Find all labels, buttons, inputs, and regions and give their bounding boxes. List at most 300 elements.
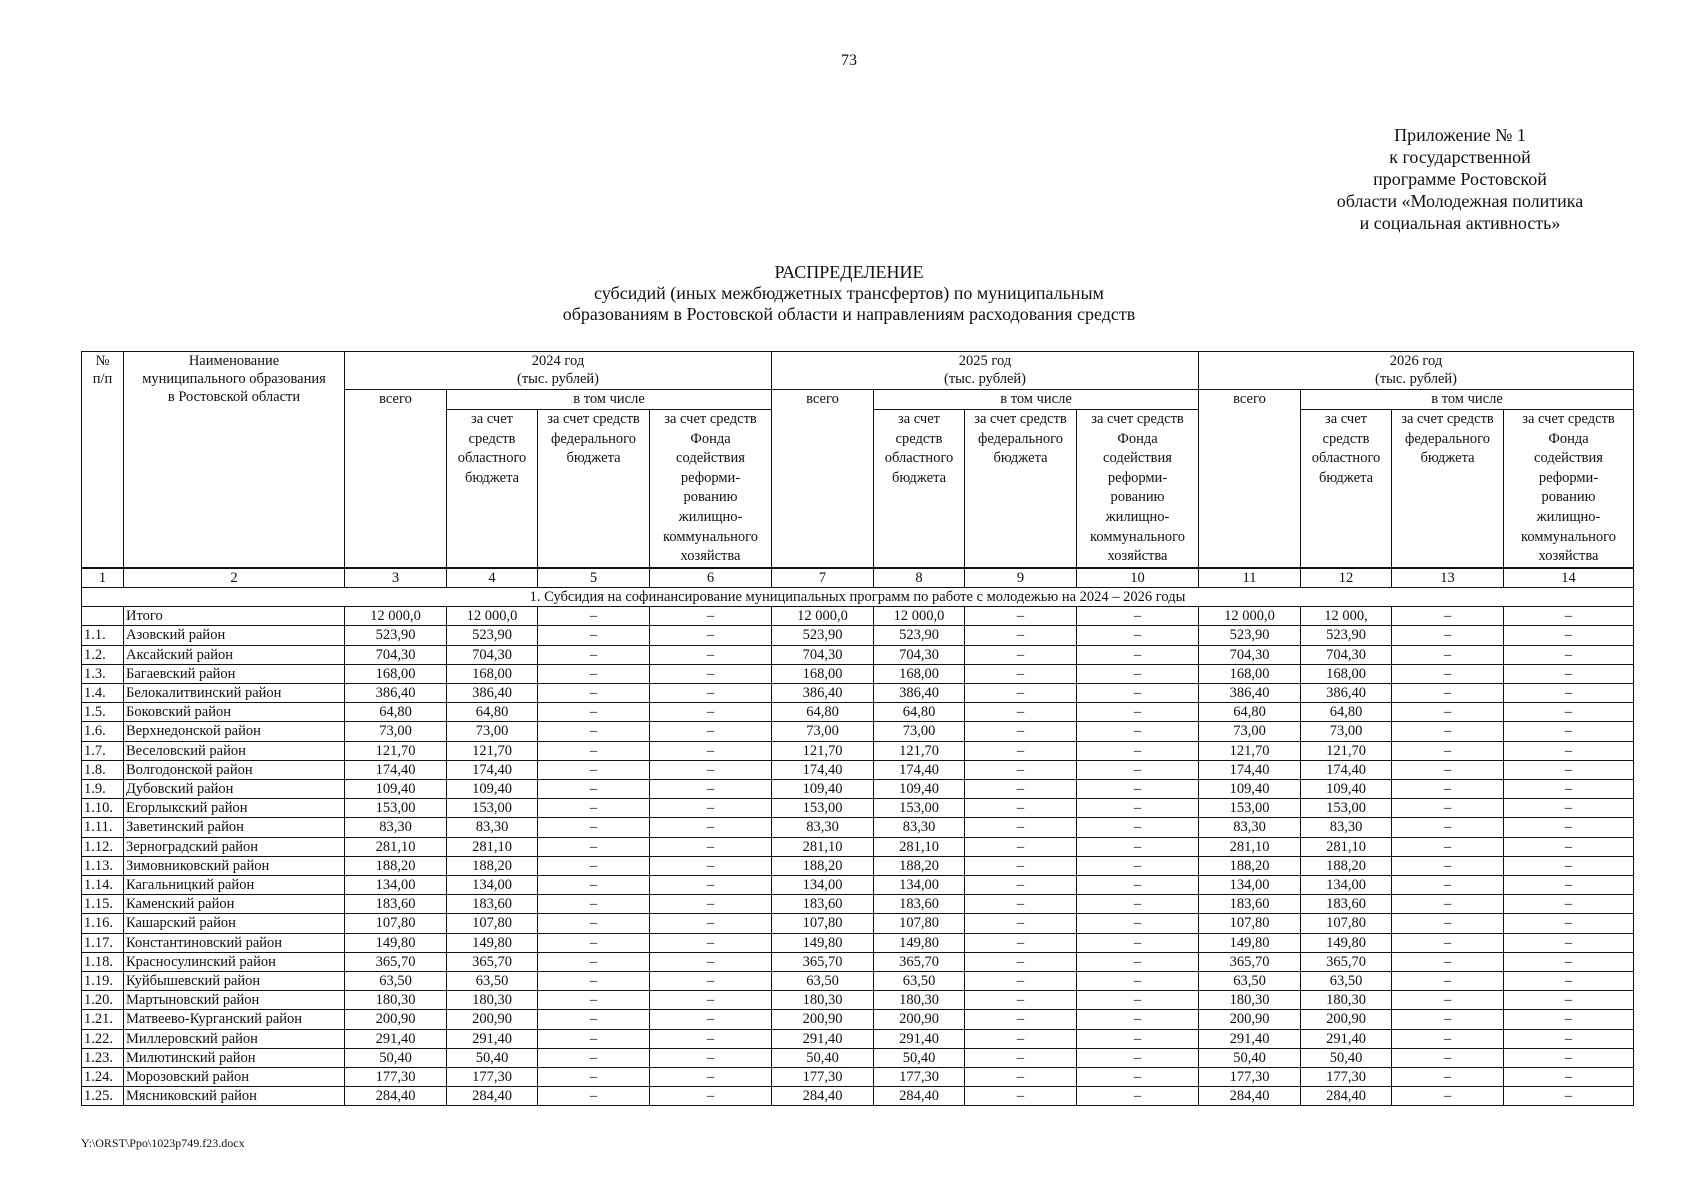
regional-2024: 64,80 — [447, 703, 538, 722]
fund-2025: – — [1077, 1087, 1199, 1106]
federal-2026: – — [1392, 741, 1504, 760]
municipality-name: Багаевский район — [124, 664, 345, 683]
federal-2026: – — [1392, 1068, 1504, 1087]
federal-2026: – — [1392, 1029, 1504, 1048]
fund-2024: – — [650, 760, 772, 779]
column-number: 13 — [1392, 568, 1504, 588]
fund-2026: – — [1504, 626, 1634, 645]
document-title — [0, 262, 1698, 325]
regional-2024: 183,60 — [447, 895, 538, 914]
regional-2024: 281,10 — [447, 837, 538, 856]
federal-2025: – — [965, 1068, 1077, 1087]
appendix-line: области «Молодежная политика — [1336, 191, 1584, 211]
table-row — [82, 856, 1634, 875]
total-row-label: Итого — [124, 607, 345, 626]
row-number: 1.17. — [82, 933, 124, 952]
table-row — [82, 1010, 1634, 1029]
regional-2026: 134,00 — [1301, 876, 1392, 895]
table-row — [82, 703, 1634, 722]
federal-2026: – — [1392, 683, 1504, 702]
fund-2024: – — [650, 626, 772, 645]
total-2026: 704,30 — [1199, 645, 1301, 664]
total-2026: 149,80 — [1199, 933, 1301, 952]
regional-2024: 50,40 — [447, 1048, 538, 1067]
fund-2024: – — [650, 952, 772, 971]
total-2024: 153,00 — [345, 799, 447, 818]
municipality-name: Милютинский район — [124, 1048, 345, 1067]
fund-2025: – — [1077, 837, 1199, 856]
row-number: 1.16. — [82, 914, 124, 933]
fund-2025: – — [1077, 895, 1199, 914]
total-2024: 281,10 — [345, 837, 447, 856]
table-row — [82, 683, 1634, 702]
regional-2026: 73,00 — [1301, 722, 1392, 741]
section-title: 1. Субсидия на софинансирование муниципальных программ по работе с молодежью на 2024 – 2026 годы — [82, 587, 1634, 606]
column-number: 10 — [1077, 568, 1199, 588]
total-2024: 63,50 — [345, 972, 447, 991]
total-2026: 523,90 — [1199, 626, 1301, 645]
fund-2026: – — [1504, 760, 1634, 779]
header-federal-budget: за счет средств федерального бюджета — [965, 410, 1077, 568]
total-2025: 109,40 — [772, 779, 874, 798]
total-cell: – — [1392, 607, 1504, 626]
header-including: в том числе — [874, 390, 1199, 410]
federal-2024: – — [538, 741, 650, 760]
total-2025: 64,80 — [772, 703, 874, 722]
fund-2025: – — [1077, 914, 1199, 933]
total-2025: 180,30 — [772, 991, 874, 1010]
row-number: 1.22. — [82, 1029, 124, 1048]
total-2025: 183,60 — [772, 895, 874, 914]
row-number: 1.1. — [82, 626, 124, 645]
row-number: 1.14. — [82, 876, 124, 895]
fund-2025: – — [1077, 683, 1199, 702]
total-2024: 180,30 — [345, 991, 447, 1010]
fund-2025: – — [1077, 760, 1199, 779]
total-2026: 73,00 — [1199, 722, 1301, 741]
regional-2026: 107,80 — [1301, 914, 1392, 933]
appendix-line: Приложение № 1 — [1394, 125, 1526, 145]
table-row — [82, 645, 1634, 664]
fund-2025: – — [1077, 626, 1199, 645]
table-row — [82, 895, 1634, 914]
fund-2025: – — [1077, 779, 1199, 798]
regional-2026: 177,30 — [1301, 1068, 1392, 1087]
column-number: 4 — [447, 568, 538, 588]
fund-2026: – — [1504, 952, 1634, 971]
regional-2025: 183,60 — [874, 895, 965, 914]
municipality-name: Мартыновский район — [124, 991, 345, 1010]
total-2024: 107,80 — [345, 914, 447, 933]
fund-2024: – — [650, 876, 772, 895]
regional-2026: 63,50 — [1301, 972, 1392, 991]
header-year-2025: 2025 год (тыс. рублей) — [772, 352, 1199, 390]
regional-2026: 64,80 — [1301, 703, 1392, 722]
title-line: субсидий (иных межбюджетных трансфертов) по муниципальным — [594, 283, 1104, 303]
regional-2025: 365,70 — [874, 952, 965, 971]
federal-2025: – — [965, 760, 1077, 779]
regional-2026: 523,90 — [1301, 626, 1392, 645]
municipality-name: Дубовский район — [124, 779, 345, 798]
row-number: 1.15. — [82, 895, 124, 914]
regional-2025: 174,40 — [874, 760, 965, 779]
fund-2026: – — [1504, 991, 1634, 1010]
regional-2026: 386,40 — [1301, 683, 1392, 702]
column-number: 12 — [1301, 568, 1392, 588]
total-2024: 174,40 — [345, 760, 447, 779]
regional-2025: 107,80 — [874, 914, 965, 933]
federal-2024: – — [538, 1087, 650, 1106]
regional-2024: 365,70 — [447, 952, 538, 971]
federal-2024: – — [538, 991, 650, 1010]
row-number: 1.11. — [82, 818, 124, 837]
federal-2024: – — [538, 876, 650, 895]
regional-2025: 180,30 — [874, 991, 965, 1010]
federal-2024: – — [538, 972, 650, 991]
total-2026: 180,30 — [1199, 991, 1301, 1010]
regional-2025: 50,40 — [874, 1048, 965, 1067]
fund-2025: – — [1077, 1068, 1199, 1087]
header-total: всего — [772, 390, 874, 568]
total-row-number — [82, 607, 124, 626]
row-number: 1.9. — [82, 779, 124, 798]
municipality-name: Аксайский район — [124, 645, 345, 664]
column-number: 3 — [345, 568, 447, 588]
total-2025: 63,50 — [772, 972, 874, 991]
regional-2024: 168,00 — [447, 664, 538, 683]
regional-2026: 83,30 — [1301, 818, 1392, 837]
regional-2026: 281,10 — [1301, 837, 1392, 856]
row-number: 1.20. — [82, 991, 124, 1010]
total-2024: 291,40 — [345, 1029, 447, 1048]
municipality-name: Веселовский район — [124, 741, 345, 760]
table-row — [82, 914, 1634, 933]
regional-2025: 284,40 — [874, 1087, 965, 1106]
header-municipality: Наименование муниципального образования в Ростовской области — [124, 352, 345, 568]
row-number: 1.10. — [82, 799, 124, 818]
federal-2026: – — [1392, 1048, 1504, 1067]
fund-2025: – — [1077, 799, 1199, 818]
fund-2024: – — [650, 1010, 772, 1029]
federal-2025: – — [965, 703, 1077, 722]
federal-2024: – — [538, 760, 650, 779]
federal-2026: – — [1392, 779, 1504, 798]
fund-2025: – — [1077, 933, 1199, 952]
total-2025: 284,40 — [772, 1087, 874, 1106]
federal-2026: – — [1392, 933, 1504, 952]
row-number: 1.4. — [82, 683, 124, 702]
municipality-name: Морозовский район — [124, 1068, 345, 1087]
total-2025: 168,00 — [772, 664, 874, 683]
fund-2026: – — [1504, 933, 1634, 952]
total-2026: 386,40 — [1199, 683, 1301, 702]
header-housing-fund: за счет средств Фонда содействия реформи- рованию жилищно- коммунального хозяйства — [650, 410, 772, 568]
column-number: 7 — [772, 568, 874, 588]
fund-2026: – — [1504, 972, 1634, 991]
total-2025: 121,70 — [772, 741, 874, 760]
regional-2025: 291,40 — [874, 1029, 965, 1048]
federal-2025: – — [965, 1048, 1077, 1067]
federal-2025: – — [965, 626, 1077, 645]
fund-2024: – — [650, 645, 772, 664]
total-2026: 121,70 — [1199, 741, 1301, 760]
regional-2024: 83,30 — [447, 818, 538, 837]
header-federal-budget: за счет средств федерального бюджета — [538, 410, 650, 568]
federal-2026: – — [1392, 626, 1504, 645]
total-row — [82, 607, 1634, 626]
fund-2026: – — [1504, 1087, 1634, 1106]
federal-2026: – — [1392, 722, 1504, 741]
total-2024: 188,20 — [345, 856, 447, 875]
regional-2024: 134,00 — [447, 876, 538, 895]
table-body — [82, 568, 1634, 1106]
fund-2026: – — [1504, 856, 1634, 875]
federal-2025: – — [965, 991, 1077, 1010]
fund-2024: – — [650, 991, 772, 1010]
fund-2024: – — [650, 741, 772, 760]
federal-2024: – — [538, 1048, 650, 1067]
row-number: 1.3. — [82, 664, 124, 683]
table-row — [82, 1087, 1634, 1106]
federal-2026: – — [1392, 895, 1504, 914]
total-2025: 134,00 — [772, 876, 874, 895]
federal-2026: – — [1392, 645, 1504, 664]
federal-2024: – — [538, 779, 650, 798]
federal-2024: – — [538, 722, 650, 741]
total-2026: 63,50 — [1199, 972, 1301, 991]
table-row — [82, 991, 1634, 1010]
regional-2026: 291,40 — [1301, 1029, 1392, 1048]
total-cell: – — [650, 607, 772, 626]
total-2026: 174,40 — [1199, 760, 1301, 779]
federal-2026: – — [1392, 876, 1504, 895]
fund-2025: – — [1077, 664, 1199, 683]
federal-2024: – — [538, 952, 650, 971]
fund-2026: – — [1504, 818, 1634, 837]
regional-2026: 365,70 — [1301, 952, 1392, 971]
regional-2025: 121,70 — [874, 741, 965, 760]
fund-2026: – — [1504, 1029, 1634, 1048]
total-2025: 281,10 — [772, 837, 874, 856]
row-number: 1.5. — [82, 703, 124, 722]
federal-2025: – — [965, 722, 1077, 741]
row-number: 1.24. — [82, 1068, 124, 1087]
federal-2025: – — [965, 1087, 1077, 1106]
fund-2025: – — [1077, 876, 1199, 895]
federal-2024: – — [538, 703, 650, 722]
regional-2024: 180,30 — [447, 991, 538, 1010]
appendix-line: к государственной — [1389, 147, 1531, 167]
total-2026: 83,30 — [1199, 818, 1301, 837]
federal-2025: – — [965, 914, 1077, 933]
fund-2026: – — [1504, 1068, 1634, 1087]
total-2026: 107,80 — [1199, 914, 1301, 933]
row-number: 1.18. — [82, 952, 124, 971]
table-row — [82, 760, 1634, 779]
appendix-note — [1330, 124, 1590, 234]
regional-2024: 284,40 — [447, 1087, 538, 1106]
row-number: 1.8. — [82, 760, 124, 779]
header-total: всего — [345, 390, 447, 568]
regional-2024: 386,40 — [447, 683, 538, 702]
federal-2024: – — [538, 1068, 650, 1087]
row-number: 1.25. — [82, 1087, 124, 1106]
total-2026: 284,40 — [1199, 1087, 1301, 1106]
total-2024: 523,90 — [345, 626, 447, 645]
municipality-name: Зимовниковский район — [124, 856, 345, 875]
table-row — [82, 972, 1634, 991]
row-number: 1.13. — [82, 856, 124, 875]
regional-2026: 284,40 — [1301, 1087, 1392, 1106]
municipality-name: Матвеево-Курганский район — [124, 1010, 345, 1029]
regional-2024: 174,40 — [447, 760, 538, 779]
total-2025: 386,40 — [772, 683, 874, 702]
fund-2025: – — [1077, 856, 1199, 875]
federal-2024: – — [538, 1010, 650, 1029]
federal-2024: – — [538, 895, 650, 914]
total-cell: 12 000, — [1301, 607, 1392, 626]
fund-2026: – — [1504, 837, 1634, 856]
regional-2024: 188,20 — [447, 856, 538, 875]
federal-2024: – — [538, 799, 650, 818]
fund-2026: – — [1504, 1010, 1634, 1029]
regional-2025: 83,30 — [874, 818, 965, 837]
total-cell: – — [1077, 607, 1199, 626]
fund-2025: – — [1077, 818, 1199, 837]
total-2026: 200,90 — [1199, 1010, 1301, 1029]
row-number: 1.23. — [82, 1048, 124, 1067]
total-2025: 107,80 — [772, 914, 874, 933]
total-2024: 109,40 — [345, 779, 447, 798]
fund-2025: – — [1077, 952, 1199, 971]
total-2024: 177,30 — [345, 1068, 447, 1087]
total-2024: 183,60 — [345, 895, 447, 914]
fund-2024: – — [650, 933, 772, 952]
total-cell: 12 000,0 — [447, 607, 538, 626]
municipality-name: Азовский район — [124, 626, 345, 645]
table-row — [82, 779, 1634, 798]
regional-2024: 177,30 — [447, 1068, 538, 1087]
fund-2026: – — [1504, 722, 1634, 741]
column-number: 11 — [1199, 568, 1301, 588]
total-2026: 281,10 — [1199, 837, 1301, 856]
federal-2025: – — [965, 664, 1077, 683]
regional-2024: 109,40 — [447, 779, 538, 798]
municipality-name: Зерноградский район — [124, 837, 345, 856]
regional-2024: 121,70 — [447, 741, 538, 760]
header-regional-budget: за счет средств областного бюджета — [1301, 410, 1392, 568]
header-regional-budget: за счет средств областного бюджета — [447, 410, 538, 568]
federal-2026: – — [1392, 972, 1504, 991]
fund-2025: – — [1077, 1010, 1199, 1029]
header-including: в том числе — [447, 390, 772, 410]
row-number: 1.12. — [82, 837, 124, 856]
column-number: 14 — [1504, 568, 1634, 588]
regional-2025: 63,50 — [874, 972, 965, 991]
table-row — [82, 818, 1634, 837]
title-line: образованиям в Ростовской области и направлениям расходования средств — [562, 304, 1136, 324]
regional-2025: 109,40 — [874, 779, 965, 798]
table-row — [82, 933, 1634, 952]
fund-2025: – — [1077, 991, 1199, 1010]
federal-2025: – — [965, 1029, 1077, 1048]
federal-2024: – — [538, 914, 650, 933]
header-housing-fund: за счет средств Фонда содействия реформи- рованию жилищно- коммунального хозяйства — [1077, 410, 1199, 568]
total-cell: 12 000,0 — [1199, 607, 1301, 626]
total-2025: 177,30 — [772, 1068, 874, 1087]
fund-2026: – — [1504, 779, 1634, 798]
fund-2026: – — [1504, 876, 1634, 895]
total-cell: – — [538, 607, 650, 626]
total-2024: 134,00 — [345, 876, 447, 895]
total-2025: 365,70 — [772, 952, 874, 971]
regional-2026: 200,90 — [1301, 1010, 1392, 1029]
header-housing-fund: за счет средств Фонда содействия реформи- рованию жилищно- коммунального хозяйства — [1504, 410, 1634, 568]
row-number: 1.19. — [82, 972, 124, 991]
total-2026: 188,20 — [1199, 856, 1301, 875]
federal-2026: – — [1392, 1010, 1504, 1029]
federal-2025: – — [965, 952, 1077, 971]
municipality-name: Кагальницкий район — [124, 876, 345, 895]
total-cell: – — [965, 607, 1077, 626]
regional-2024: 63,50 — [447, 972, 538, 991]
total-2025: 523,90 — [772, 626, 874, 645]
federal-2026: – — [1392, 856, 1504, 875]
federal-2024: – — [538, 626, 650, 645]
table-row — [82, 664, 1634, 683]
total-2026: 291,40 — [1199, 1029, 1301, 1048]
total-2026: 50,40 — [1199, 1048, 1301, 1067]
total-2024: 64,80 — [345, 703, 447, 722]
federal-2024: – — [538, 683, 650, 702]
fund-2024: – — [650, 837, 772, 856]
federal-2024: – — [538, 837, 650, 856]
page-number: 73 — [841, 52, 857, 69]
total-2024: 365,70 — [345, 952, 447, 971]
regional-2024: 149,80 — [447, 933, 538, 952]
municipality-name: Белокалитвинский район — [124, 683, 345, 702]
regional-2025: 134,00 — [874, 876, 965, 895]
fund-2026: – — [1504, 741, 1634, 760]
fund-2024: – — [650, 818, 772, 837]
total-2025: 704,30 — [772, 645, 874, 664]
fund-2026: – — [1504, 914, 1634, 933]
column-number: 2 — [124, 568, 345, 588]
column-number: 6 — [650, 568, 772, 588]
header-total: всего — [1199, 390, 1301, 568]
regional-2025: 386,40 — [874, 683, 965, 702]
total-2024: 386,40 — [345, 683, 447, 702]
regional-2026: 704,30 — [1301, 645, 1392, 664]
column-number: 8 — [874, 568, 965, 588]
regional-2024: 704,30 — [447, 645, 538, 664]
federal-2026: – — [1392, 799, 1504, 818]
header-year-2024: 2024 год (тыс. рублей) — [345, 352, 772, 390]
distribution-table — [81, 351, 1634, 1106]
fund-2025: – — [1077, 722, 1199, 741]
regional-2024: 200,90 — [447, 1010, 538, 1029]
fund-2024: – — [650, 703, 772, 722]
total-2025: 174,40 — [772, 760, 874, 779]
municipality-name: Константиновский район — [124, 933, 345, 952]
federal-2025: – — [965, 856, 1077, 875]
federal-2026: – — [1392, 991, 1504, 1010]
regional-2026: 121,70 — [1301, 741, 1392, 760]
total-2026: 109,40 — [1199, 779, 1301, 798]
total-2026: 64,80 — [1199, 703, 1301, 722]
fund-2024: – — [650, 799, 772, 818]
column-number-row — [82, 568, 1634, 588]
